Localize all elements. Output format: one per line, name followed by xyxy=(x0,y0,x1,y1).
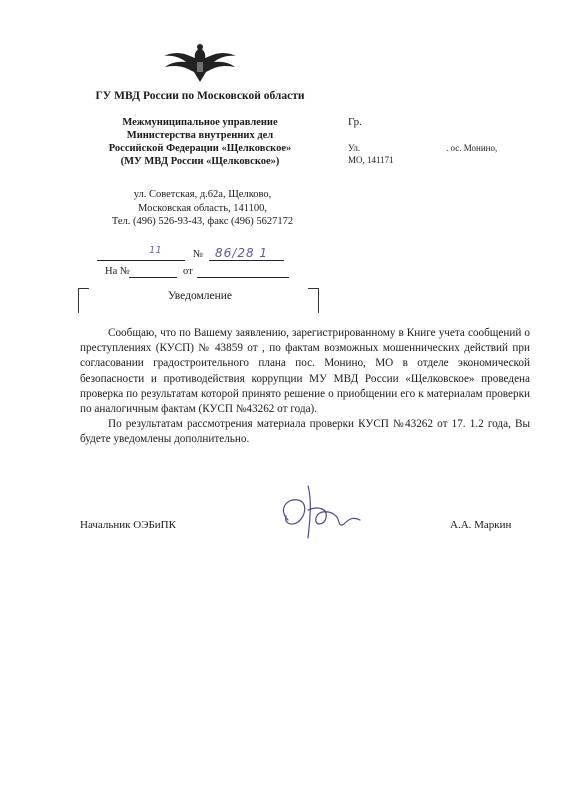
org-line: (МУ МВД России «Щелковское») xyxy=(120,156,280,167)
notice-body xyxy=(80,326,530,448)
reference-line xyxy=(105,266,305,277)
eagle-emblem-icon xyxy=(160,42,240,86)
address-line: Московская область, 141100, xyxy=(138,202,267,214)
organization-block xyxy=(95,116,305,168)
recipient-city: . ос. Монино, xyxy=(446,143,498,153)
org-line: Министерства внутренних дел xyxy=(126,130,274,141)
organization-title: ГУ МВД России по Московской области xyxy=(95,90,305,102)
recipient-prefix: Гр. xyxy=(348,116,362,128)
date-underline xyxy=(97,260,185,261)
body-paragraph: Сообщаю, что по Вашему заявлению, зарегистрированному в Книге учета сообщений о преступлениях (КУСП) № 43859 от , по фактам возможных мошеннических действий при согласовании градостроительного плана пос. Монино, МО в отделе экономической безопасности и противодействия коррупции МУ МВД России «Щелковское» проведена проверка по результатам которой принято решение о приобщении его к материалам проверки по аналогичным фактам (КУСП №43262 от года). xyxy=(80,327,530,416)
org-line: Межмуниципальное управление xyxy=(122,117,278,128)
number-label: № xyxy=(193,249,204,260)
handwritten-signature-icon xyxy=(268,480,378,550)
title-bracket-left xyxy=(78,288,89,313)
title-bracket-right xyxy=(308,288,319,313)
reference-from-label: от xyxy=(183,266,193,277)
handwritten-number: 86/28 1 xyxy=(215,246,269,260)
reference-underline xyxy=(129,277,177,278)
address-line: Тел. (496) 526-93-43, факс (496) 5627172 xyxy=(111,216,294,227)
bleed-through-text xyxy=(410,632,580,646)
handwritten-date: 11 xyxy=(149,245,162,256)
registration-line xyxy=(97,245,297,266)
signer-name: А.А. Маркин xyxy=(450,519,512,531)
recipient-region: МО, 141171 xyxy=(348,155,394,165)
org-line: Российской Федерации «Щелковское» xyxy=(108,143,292,154)
body-paragraph: По результатам рассмотрения материала проверки КУСП №43262 от 17. 1.2 года, Вы будете уведомлены дополнительно. xyxy=(80,418,530,446)
address-line: ул. Советская, д.62а, Щелково, xyxy=(133,189,272,200)
recipient-street: Ул. xyxy=(348,143,361,153)
reference-label: На № xyxy=(105,266,130,277)
reference-date-underline xyxy=(197,277,289,278)
recipient-block xyxy=(348,116,568,165)
number-underline xyxy=(209,260,284,261)
notice-title: Уведомление xyxy=(167,290,233,302)
signer-position: Начальник ОЭБиПК xyxy=(80,519,176,531)
organization-address xyxy=(90,188,315,229)
